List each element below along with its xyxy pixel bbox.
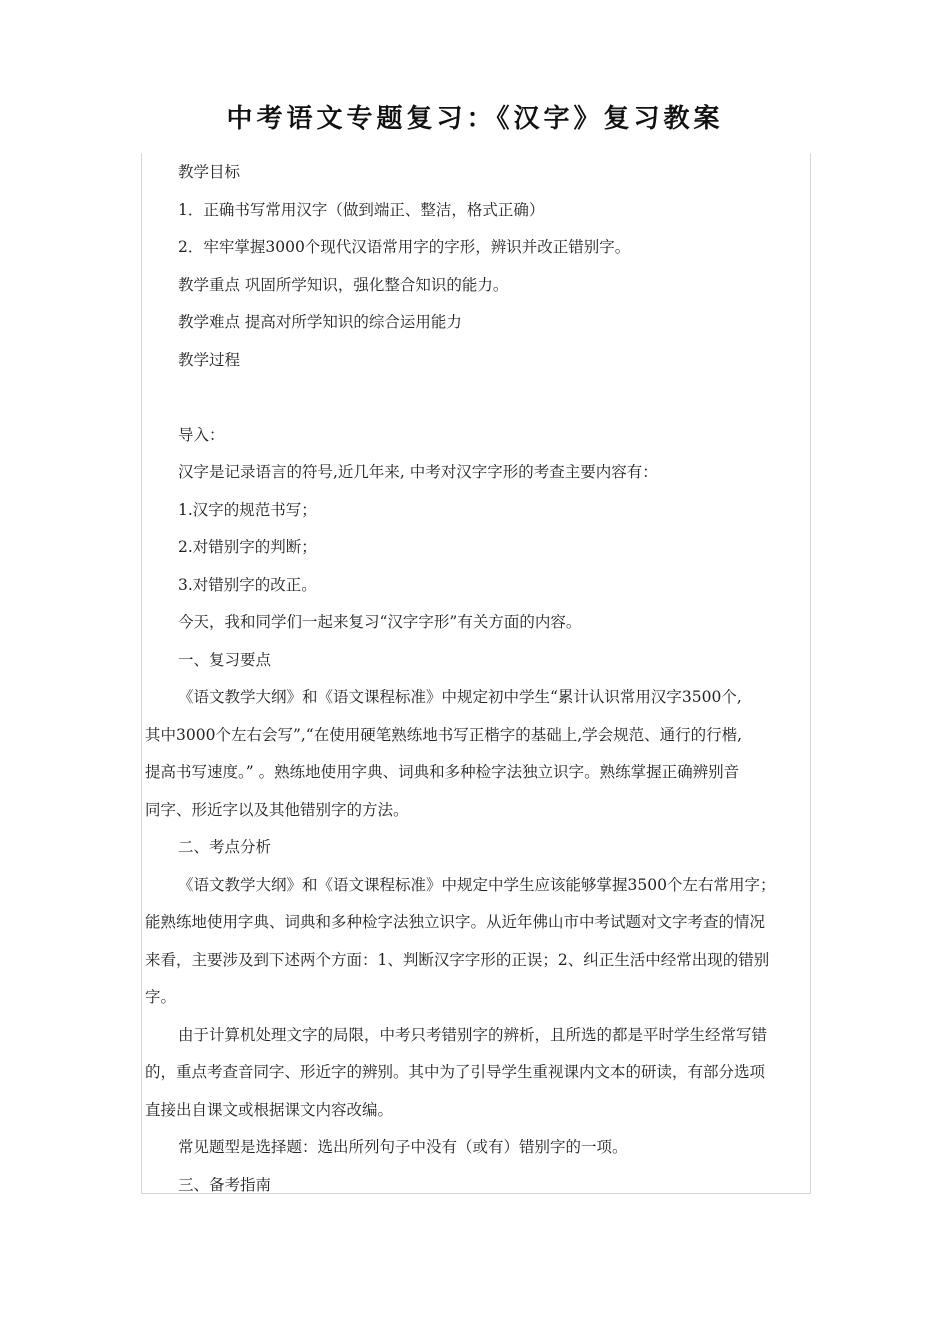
- paragraph-line: 提高书写速度。” 。熟练地使用字典、词典和多种检字法独立识字。熟练掌握正确辨别音: [145, 763, 740, 781]
- paragraph-line: 由于计算机处理文字的局限，中考只考错别字的辨析，且所选的都是平时学生经常写错: [178, 1025, 768, 1044]
- paragraph-line: 《语文教学大纲》和《语文课程标准》中规定中学生应该能够掌握3500个左右常用字；: [178, 875, 776, 894]
- paragraph-line: 能熟练地使用字典、词典和多种检字法独立识字。从近年佛山市中考试题对文字考查的情况: [145, 913, 766, 931]
- goal-item-1: 1．正确书写常用汉字（做到端正、整洁，格式正确）: [178, 200, 545, 219]
- today-text: 今天，我和同学们一起来复习“汉字字形”有关方面的内容。: [178, 613, 582, 631]
- intro-heading: 导入：: [178, 425, 225, 444]
- paragraph-line: 字。: [145, 988, 177, 1006]
- paragraph-line: 其中3000个左右会写”,“在使用硬笔熟练地书写正楷字的基础上,学会规范、通行的行楷,: [145, 725, 743, 744]
- intro-text: 汉字是记录语言的符号,近几年来, 中考对汉字字形的考查主要内容有：: [178, 463, 658, 481]
- section-heading-3: 三、备考指南: [178, 1175, 272, 1194]
- teaching-difficulty: 教学难点 提高对所学知识的综合运用能力: [178, 313, 462, 331]
- section-heading-2: 二、考点分析: [178, 838, 272, 856]
- paragraph-line: 直接出自课文或根据课文内容改编。: [145, 1100, 394, 1119]
- blank-line: [145, 379, 820, 417]
- common-question-type: 常见题型是选择题：选出所列句子中没有（或有）错别字的一项。: [178, 1138, 628, 1156]
- document-title: 中考语文专题复习：《汉字》复习教案: [226, 104, 724, 134]
- intro-item-2: 2.对错别字的判断；: [178, 538, 317, 556]
- paragraph-line: 的，重点考查音同字、形近字的辨别。其中为了引导学生重视课内文本的研读，有部分选项: [145, 1063, 766, 1081]
- teaching-focus: 教学重点 巩固所学知识，强化整合知识的能力。: [178, 275, 509, 294]
- document-body: [145, 154, 820, 1204]
- paragraph-line: 《语文教学大纲》和《语文课程标准》中规定初中学生“累计认识常用汉字3500个,: [178, 688, 742, 706]
- paragraph-line: 同字、形近字以及其他错别字的方法。: [145, 800, 409, 819]
- intro-item-3: 3.对错别字的改正。: [178, 575, 317, 594]
- process-heading: 教学过程: [178, 350, 241, 369]
- goal-heading: 教学目标: [178, 163, 241, 181]
- section-heading-1: 一、复习要点: [178, 650, 272, 669]
- paragraph-line: 来看，主要涉及到下述两个方面：1、判断汉字字形的正误；2、纠正生活中经常出现的错别: [145, 950, 770, 969]
- intro-item-1: 1.汉字的规范书写；: [178, 500, 317, 519]
- goal-item-2: 2．牢牢掌握3000个现代汉语常用字的字形，辨识并改正错别字。: [178, 238, 631, 256]
